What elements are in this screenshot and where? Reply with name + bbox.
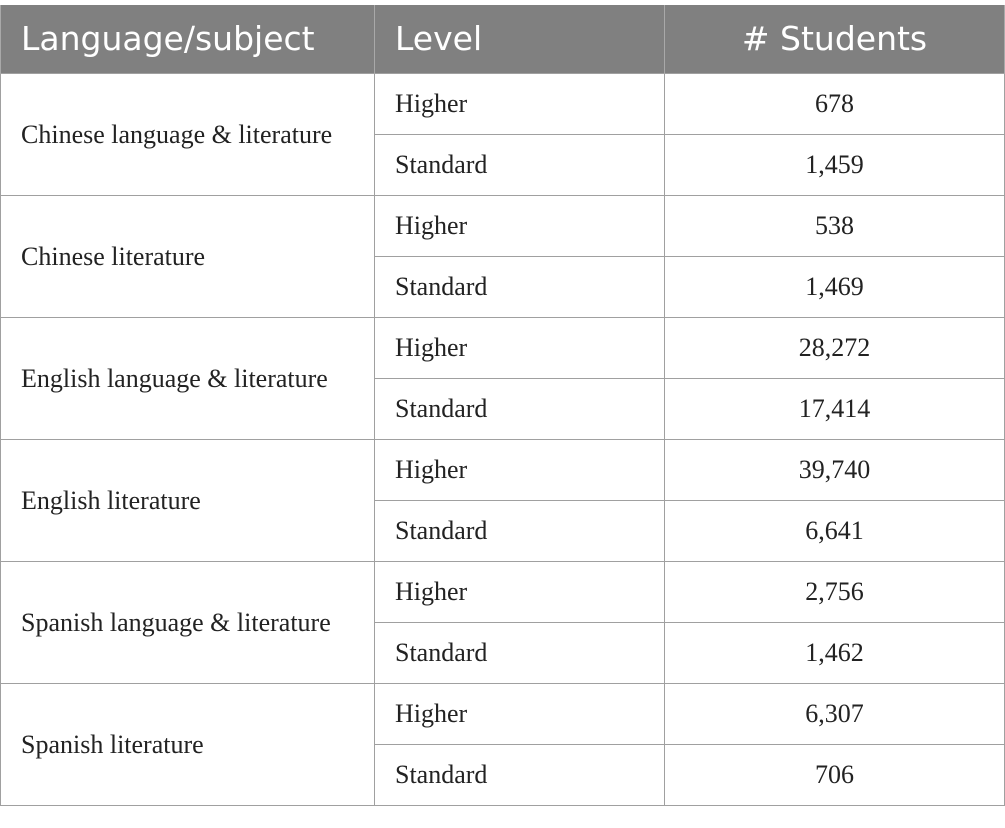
table-row [1, 561, 1005, 622]
table-row [1, 317, 1005, 378]
students-table [0, 5, 1005, 806]
students-cell: 538 [665, 195, 1005, 256]
subject-cell: English language & literature [1, 317, 375, 439]
level-cell: Higher [375, 439, 665, 500]
level-cell: Higher [375, 195, 665, 256]
subject-cell: Chinese literature [1, 195, 375, 317]
subject-cell: Spanish literature [1, 683, 375, 805]
table-row [1, 195, 1005, 256]
level-cell: Standard [375, 500, 665, 561]
level-cell: Higher [375, 73, 665, 134]
level-cell: Higher [375, 683, 665, 744]
students-cell: 6,307 [665, 683, 1005, 744]
students-cell: 2,756 [665, 561, 1005, 622]
table-body [1, 73, 1005, 805]
subject-cell: Chinese language & literature [1, 73, 375, 195]
students-cell: 678 [665, 73, 1005, 134]
table-row [1, 73, 1005, 134]
table-row [1, 683, 1005, 744]
level-cell: Standard [375, 256, 665, 317]
header-language-subject: Language/subject [1, 5, 375, 73]
students-cell: 706 [665, 744, 1005, 805]
students-cell: 39,740 [665, 439, 1005, 500]
subject-cell: Spanish language & literature [1, 561, 375, 683]
students-cell: 1,459 [665, 134, 1005, 195]
students-cell: 17,414 [665, 378, 1005, 439]
level-cell: Higher [375, 561, 665, 622]
level-cell: Standard [375, 378, 665, 439]
level-cell: Standard [375, 622, 665, 683]
students-cell: 1,462 [665, 622, 1005, 683]
table-header [1, 5, 1005, 73]
students-cell: 1,469 [665, 256, 1005, 317]
students-cell: 28,272 [665, 317, 1005, 378]
level-cell: Standard [375, 744, 665, 805]
level-cell: Standard [375, 134, 665, 195]
header-row [1, 5, 1005, 73]
level-cell: Higher [375, 317, 665, 378]
header-level: Level [375, 5, 665, 73]
subject-cell: English literature [1, 439, 375, 561]
table-row [1, 439, 1005, 500]
students-cell: 6,641 [665, 500, 1005, 561]
header-students: # Students [665, 5, 1005, 73]
